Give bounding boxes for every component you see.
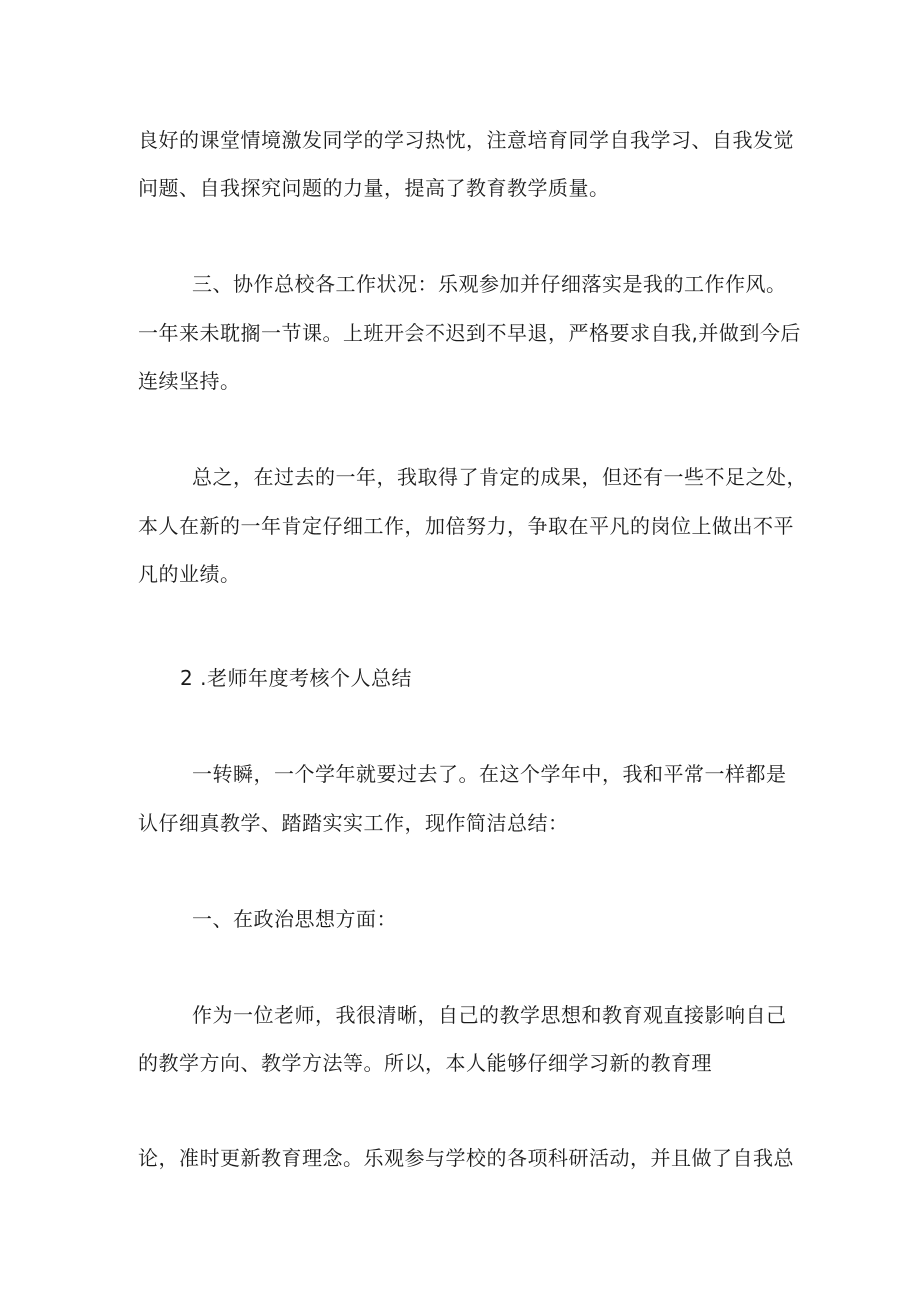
paragraph-line: 总之，在过去的一年，我取得了肯定的成果，但还有一些不足之处， — [192, 465, 807, 489]
paragraph-line: 凡的业绩。 — [138, 562, 241, 586]
paragraph-line: 问题、自我探究问题的力量，提高了教育教学质量。 — [138, 176, 610, 200]
subsection-heading: 一、在政治思想方面： — [192, 907, 397, 931]
paragraph-line: 三、协作总校各工作状况：乐观参加并仔细落实是我的工作作风。 — [192, 272, 787, 296]
paragraph-line: 论，准时更新教育理念。乐观参与学校的各项科研活动，并且做了自我总 — [138, 1146, 794, 1170]
paragraph-line: 作为一位老师，我很清晰，自己的教学思想和教育观直接影响自己 — [192, 1003, 787, 1027]
paragraph-line: 连续坚持。 — [138, 369, 241, 393]
paragraph-line: 本人在新的一年肯定仔细工作，加倍努力，争取在平凡的岗位上做出不平 — [138, 514, 794, 538]
section-heading: 2 .老师年度考核个人总结 — [180, 666, 412, 690]
paragraph-line: 一转瞬，一个学年就要过去了。在这个学年中，我和平常一样都是 — [192, 762, 787, 786]
paragraph-line: 的教学方向、教学方法等。所以，本人能够仔细学习新的教育理 — [138, 1051, 712, 1075]
paragraph-line: 认仔细真教学、踏踏实实工作，现作简洁总结： — [138, 811, 569, 835]
paragraph-line: 良好的课堂情境激发同学的学习热忱，注意培育同学自我学习、自我发觉 — [138, 128, 794, 152]
paragraph-line: 一年来未耽搁一节课。上班开会不迟到不早退，严格要求自我,并做到今后 — [138, 321, 801, 345]
